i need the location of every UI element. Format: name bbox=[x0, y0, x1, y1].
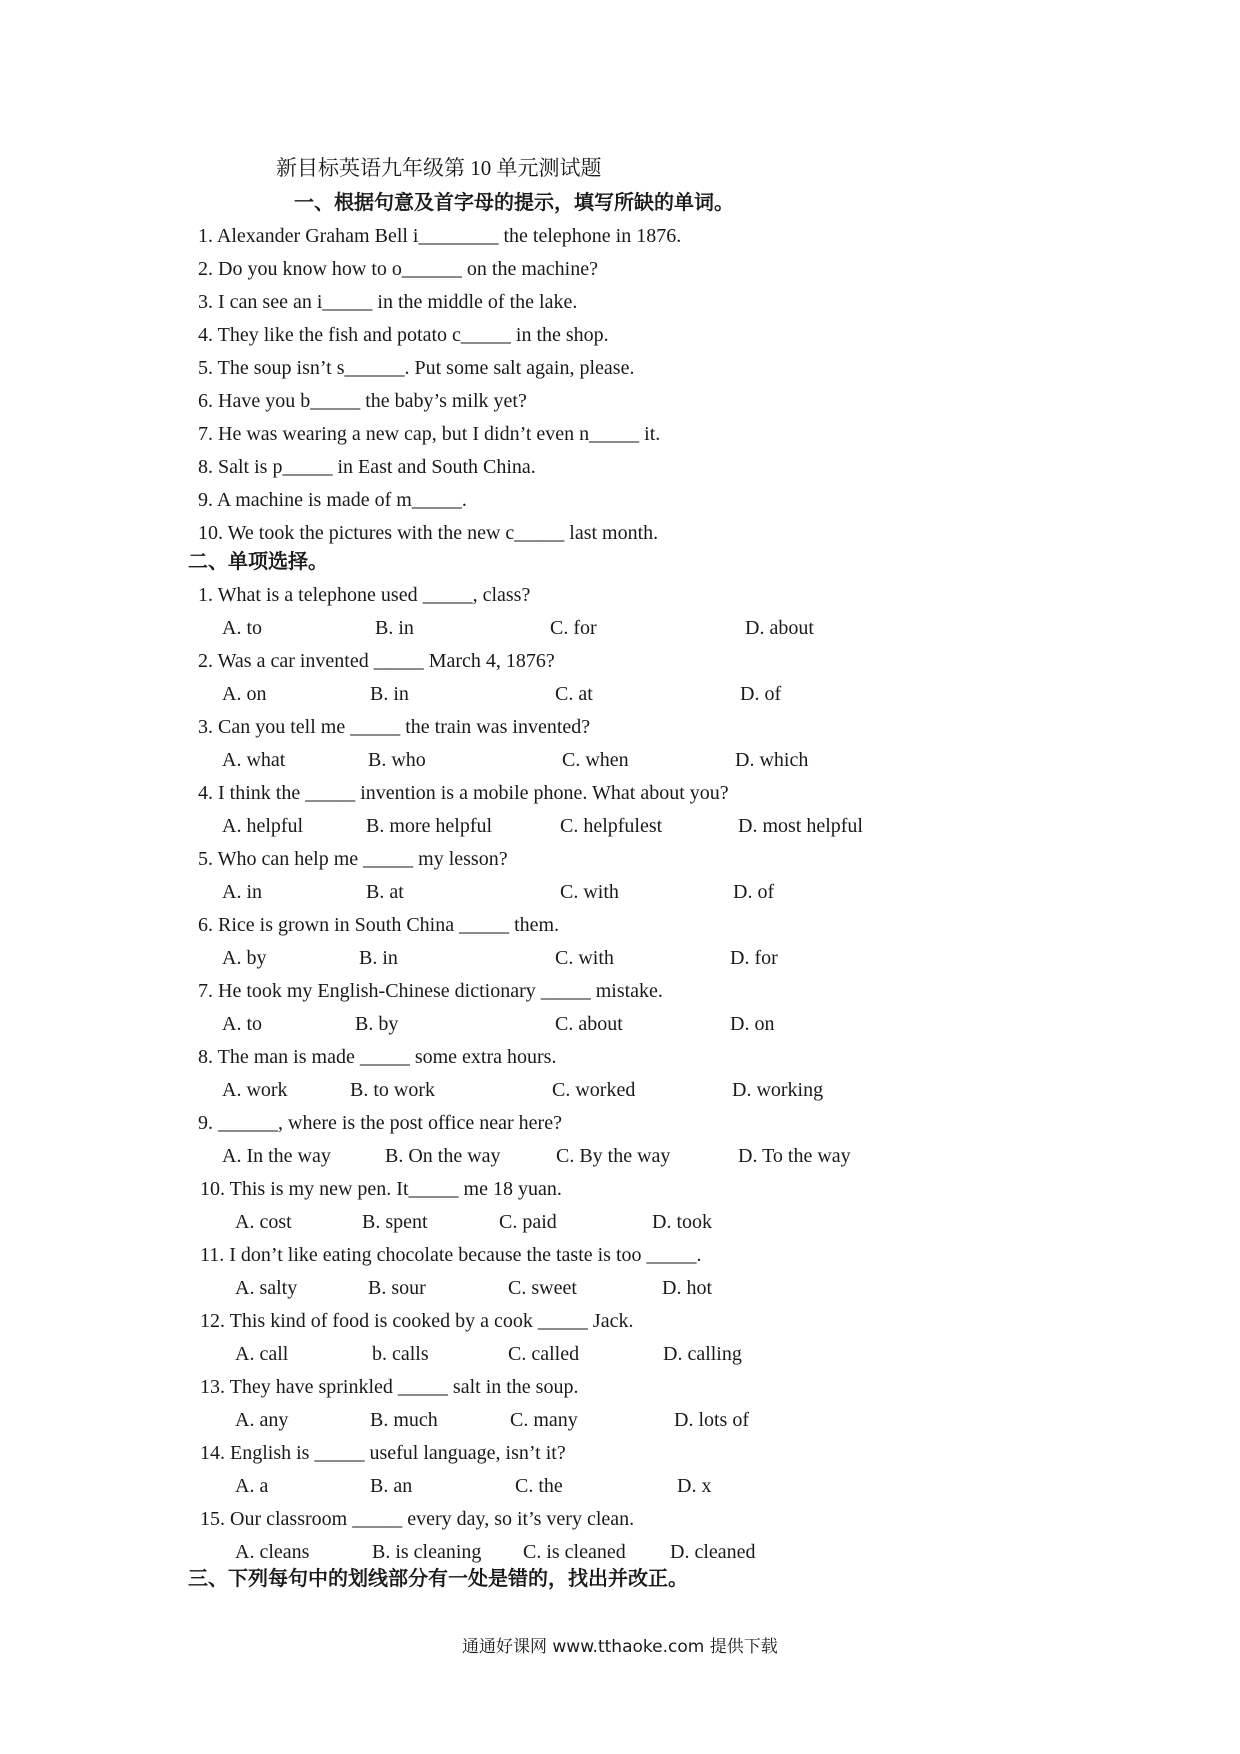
answer-option: A. any bbox=[235, 1409, 289, 1431]
section1-heading: 一、根据句意及首字母的提示，填写所缺的单词。 bbox=[294, 190, 734, 214]
fill-in-item: 6. Have you b_____ the baby’s milk yet? bbox=[198, 390, 527, 412]
answer-option: C. for bbox=[550, 617, 597, 639]
question-text: 14. English is _____ useful language, isn’t it? bbox=[200, 1442, 566, 1464]
answer-option: D. cleaned bbox=[670, 1541, 756, 1563]
answer-option: D. of bbox=[740, 683, 782, 705]
question-text: 7. He took my English-Chinese dictionary _____ mistake. bbox=[198, 980, 663, 1002]
question-text: 5. Who can help me _____ my lesson? bbox=[198, 848, 508, 870]
answer-option: C. worked bbox=[552, 1079, 636, 1101]
answer-option: A. to bbox=[222, 617, 262, 639]
fill-in-item: 5. The soup isn’t s______. Put some salt again, please. bbox=[198, 357, 635, 379]
answer-option: C. many bbox=[510, 1409, 578, 1431]
answer-option: B. sour bbox=[368, 1277, 426, 1299]
fill-in-item: 9. A machine is made of m_____. bbox=[198, 489, 467, 511]
answer-option: D. calling bbox=[663, 1343, 742, 1365]
answer-option: D. which bbox=[735, 749, 809, 771]
fill-in-item: 3. I can see an i_____ in the middle of the lake. bbox=[198, 291, 578, 313]
answer-option: B. more helpful bbox=[366, 815, 493, 837]
answer-option: C. paid bbox=[499, 1211, 557, 1233]
answer-option: A. to bbox=[222, 1013, 262, 1035]
answer-option: A. on bbox=[222, 683, 267, 705]
answer-option: A. what bbox=[222, 749, 286, 771]
answer-option: C. at bbox=[555, 683, 593, 705]
answer-option: C. with bbox=[560, 881, 619, 903]
answer-option: C. By the way bbox=[556, 1145, 671, 1167]
answer-option: B. by bbox=[355, 1013, 399, 1035]
question-text: 9. ______, where is the post office near here? bbox=[198, 1112, 562, 1134]
answer-option: C. the bbox=[515, 1475, 563, 1497]
question-text: 13. They have sprinkled _____ salt in the soup. bbox=[200, 1376, 579, 1398]
answer-option: B. to work bbox=[350, 1079, 435, 1101]
answer-option: B. in bbox=[375, 617, 414, 639]
question-text: 11. I don’t like eating chocolate because the taste is too _____. bbox=[200, 1244, 702, 1266]
answer-option: A. by bbox=[222, 947, 267, 969]
answer-option: C. called bbox=[508, 1343, 580, 1365]
answer-option: B. spent bbox=[362, 1211, 428, 1233]
question-text: 2. Was a car invented _____ March 4, 1876? bbox=[198, 650, 555, 672]
page-title: 新目标英语九年级第 10 单元测试题 bbox=[276, 156, 602, 180]
answer-option: D. hot bbox=[662, 1277, 712, 1299]
answer-option: C. is cleaned bbox=[523, 1541, 626, 1563]
section3-heading: 三、下列每句中的划线部分有一处是错的，找出并改正。 bbox=[188, 1566, 688, 1590]
question-text: 4. I think the _____ invention is a mobile phone. What about you? bbox=[198, 782, 729, 804]
answer-option: D. most helpful bbox=[738, 815, 863, 837]
question-text: 10. This is my new pen. It_____ me 18 yuan. bbox=[200, 1178, 562, 1200]
answer-option: B. in bbox=[359, 947, 398, 969]
fill-in-item: 10. We took the pictures with the new c_____ last month. bbox=[198, 522, 659, 544]
answer-option: B. an bbox=[370, 1475, 413, 1497]
answer-option: B. is cleaning bbox=[372, 1541, 482, 1563]
answer-option: D. x bbox=[677, 1475, 712, 1497]
question-text: 8. The man is made _____ some extra hours. bbox=[198, 1046, 557, 1068]
answer-option: B. at bbox=[366, 881, 404, 903]
answer-option: C. about bbox=[555, 1013, 623, 1035]
answer-option: A. in bbox=[222, 881, 262, 903]
fill-in-item: 8. Salt is p_____ in East and South China. bbox=[198, 456, 536, 478]
answer-option: A. salty bbox=[235, 1277, 298, 1299]
answer-option: A. call bbox=[235, 1343, 289, 1365]
answer-option: A. a bbox=[235, 1475, 269, 1497]
answer-option: A. work bbox=[222, 1079, 288, 1101]
answer-option: D. working bbox=[732, 1079, 824, 1101]
answer-option: C. helpfulest bbox=[560, 815, 663, 837]
question-text: 3. Can you tell me _____ the train was invented? bbox=[198, 716, 591, 738]
answer-option: A. In the way bbox=[222, 1145, 331, 1167]
fill-in-item: 1. Alexander Graham Bell i________ the telephone in 1876. bbox=[198, 225, 682, 247]
question-text: 15. Our classroom _____ every day, so it’s very clean. bbox=[200, 1508, 635, 1530]
answer-option: D. about bbox=[745, 617, 814, 639]
fill-in-item: 4. They like the fish and potato c_____ in the shop. bbox=[198, 324, 609, 346]
question-text: 1. What is a telephone used _____, class? bbox=[198, 584, 531, 606]
answer-option: C. with bbox=[555, 947, 614, 969]
question-text: 6. Rice is grown in South China _____ them. bbox=[198, 914, 560, 936]
answer-option: B. in bbox=[370, 683, 409, 705]
answer-option: C. when bbox=[562, 749, 629, 771]
answer-option: A. cleans bbox=[235, 1541, 310, 1563]
section2-heading: 二、单项选择。 bbox=[188, 549, 328, 573]
answer-option: D. To the way bbox=[738, 1145, 851, 1167]
fill-in-item: 7. He was wearing a new cap, but I didn’t even n_____ it. bbox=[198, 423, 661, 445]
answer-option: D. of bbox=[733, 881, 775, 903]
answer-option: C. sweet bbox=[508, 1277, 577, 1299]
question-text: 12. This kind of food is cooked by a cook _____ Jack. bbox=[200, 1310, 634, 1332]
answer-option: D. lots of bbox=[674, 1409, 749, 1431]
footer-text: 通通好课网 www.tthaoke.com 提供下载 bbox=[462, 1637, 778, 1657]
answer-option: B. much bbox=[370, 1409, 438, 1431]
answer-option: A. cost bbox=[235, 1211, 292, 1233]
answer-option: B. who bbox=[368, 749, 426, 771]
answer-option: B. On the way bbox=[385, 1145, 501, 1167]
answer-option: A. helpful bbox=[222, 815, 304, 837]
answer-option: b. calls bbox=[372, 1343, 429, 1365]
answer-option: D. on bbox=[730, 1013, 775, 1035]
answer-option: D. for bbox=[730, 947, 778, 969]
fill-in-item: 2. Do you know how to o______ on the machine? bbox=[198, 258, 598, 280]
answer-option: D. took bbox=[652, 1211, 712, 1233]
